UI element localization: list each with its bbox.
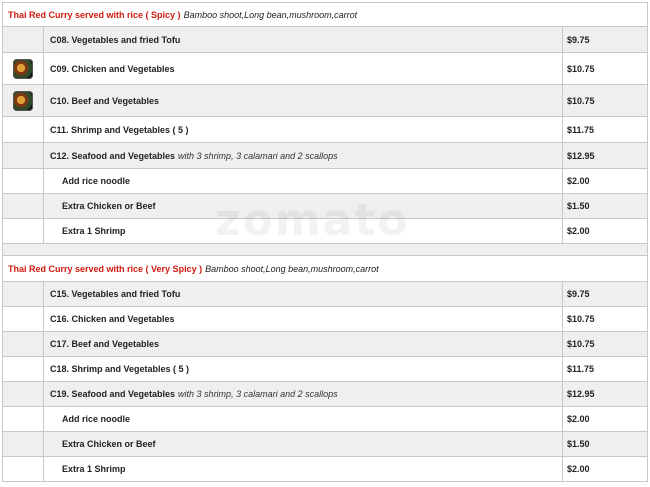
item-price: $11.75 xyxy=(567,364,595,374)
item-name: Extra 1 Shrimp xyxy=(62,226,126,236)
item-name-cell xyxy=(44,27,563,52)
section-description: Bamboo shoot,Long bean,mushroom,carrot xyxy=(183,9,358,20)
section-title: Thai Red Curry served with rice ( Very Spicy ) xyxy=(8,263,203,274)
item-image-cell xyxy=(3,332,44,356)
item-price: $11.75 xyxy=(567,124,595,135)
item-image-cell xyxy=(3,85,44,116)
item-price: $1.50 xyxy=(567,439,590,449)
item-name-cell xyxy=(44,357,563,381)
item-name-cell xyxy=(44,332,563,356)
menu-item-row[interactable] xyxy=(2,307,648,332)
item-name-cell xyxy=(44,307,563,331)
item-price: $12.95 xyxy=(567,150,595,161)
menu-item-row[interactable] xyxy=(2,85,648,117)
item-name: C11. Shrimp and Vegetables ( 5 ) xyxy=(50,124,189,135)
item-price: $10.75 xyxy=(567,63,595,74)
section-divider xyxy=(2,244,648,256)
menu-item-row[interactable] xyxy=(2,143,648,169)
menu-item-row[interactable] xyxy=(2,282,648,307)
item-name: C09. Chicken and Vegetables xyxy=(50,63,175,74)
food-photo-icon[interactable] xyxy=(13,91,33,111)
item-price: $2.00 xyxy=(567,414,590,424)
section-header-very-spicy xyxy=(2,256,648,282)
item-name: C10. Beef and Vegetables xyxy=(50,95,160,106)
item-name-cell xyxy=(44,143,563,168)
item-name: C17. Beef and Vegetables xyxy=(50,339,160,349)
item-name-cell xyxy=(44,117,563,142)
item-name: Add rice noodle xyxy=(62,414,131,424)
item-note: with 3 shrimp, 3 calamari and 2 scallops xyxy=(178,150,338,161)
item-image-cell xyxy=(3,382,44,406)
item-image-cell xyxy=(3,53,44,84)
menu-item-row[interactable] xyxy=(2,194,648,219)
menu-item-row[interactable] xyxy=(2,382,648,407)
item-price: $9.75 xyxy=(567,289,590,299)
menu-item-row[interactable] xyxy=(2,432,648,457)
item-image-cell xyxy=(3,282,44,306)
item-name-cell xyxy=(44,432,563,456)
item-name-cell xyxy=(44,382,563,406)
item-image-cell xyxy=(3,194,44,218)
menu-item-row[interactable] xyxy=(2,457,648,482)
item-name-cell xyxy=(44,457,563,481)
item-price: $10.75 xyxy=(567,339,595,349)
item-name: C15. Vegetables and fried Tofu xyxy=(50,289,181,299)
item-image-cell xyxy=(3,357,44,381)
item-image-cell xyxy=(3,27,44,52)
item-price: $2.00 xyxy=(567,464,590,474)
section-title: Thai Red Curry served with rice ( Spicy ) xyxy=(8,9,181,20)
food-photo-icon[interactable] xyxy=(13,59,33,79)
item-image-cell xyxy=(3,117,44,142)
item-price: $2.00 xyxy=(567,226,590,236)
menu-item-row[interactable] xyxy=(2,53,648,85)
menu-item-row[interactable] xyxy=(2,117,648,143)
item-image-cell xyxy=(3,407,44,431)
item-name: C18. Shrimp and Vegetables ( 5 ) xyxy=(50,364,190,374)
item-name-cell xyxy=(44,85,563,116)
item-name-cell xyxy=(44,53,563,84)
item-name-cell xyxy=(44,282,563,306)
item-price: $10.75 xyxy=(567,314,595,324)
menu-table xyxy=(2,2,648,482)
item-price: $1.50 xyxy=(567,201,590,211)
menu-item-row[interactable] xyxy=(2,169,648,194)
item-name: C08. Vegetables and fried Tofu xyxy=(50,34,181,45)
item-name: Extra Chicken or Beef xyxy=(62,439,156,449)
item-price: $9.75 xyxy=(567,34,590,45)
menu-item-row[interactable] xyxy=(2,407,648,432)
menu-item-row[interactable] xyxy=(2,332,648,357)
item-name-cell xyxy=(44,194,563,218)
section-description: Bamboo shoot,Long bean,mushroom,carrot xyxy=(205,263,379,274)
item-name-cell xyxy=(44,407,563,431)
item-name: C12. Seafood and Vegetables xyxy=(50,150,176,161)
item-image-cell xyxy=(3,219,44,243)
item-name: Add rice noodle xyxy=(62,176,131,186)
item-name: Extra Chicken or Beef xyxy=(62,201,156,211)
section-header-spicy xyxy=(2,2,648,27)
menu-item-row[interactable] xyxy=(2,219,648,244)
item-note: with 3 shrimp, 3 calamari and 2 scallops xyxy=(178,389,338,399)
item-name: C16. Chicken and Vegetables xyxy=(50,314,175,324)
item-name: Extra 1 Shrimp xyxy=(62,464,126,474)
item-image-cell xyxy=(3,457,44,481)
menu-item-row[interactable] xyxy=(2,27,648,53)
item-image-cell xyxy=(3,307,44,331)
item-name-cell xyxy=(44,169,563,193)
item-name-cell xyxy=(44,219,563,243)
item-image-cell xyxy=(3,169,44,193)
item-price: $2.00 xyxy=(567,176,590,186)
menu-item-row[interactable] xyxy=(2,357,648,382)
item-price: $12.95 xyxy=(567,389,595,399)
item-price: $10.75 xyxy=(567,95,595,106)
item-image-cell xyxy=(3,432,44,456)
item-image-cell xyxy=(3,143,44,168)
item-name: C19. Seafood and Vegetables xyxy=(50,389,176,399)
